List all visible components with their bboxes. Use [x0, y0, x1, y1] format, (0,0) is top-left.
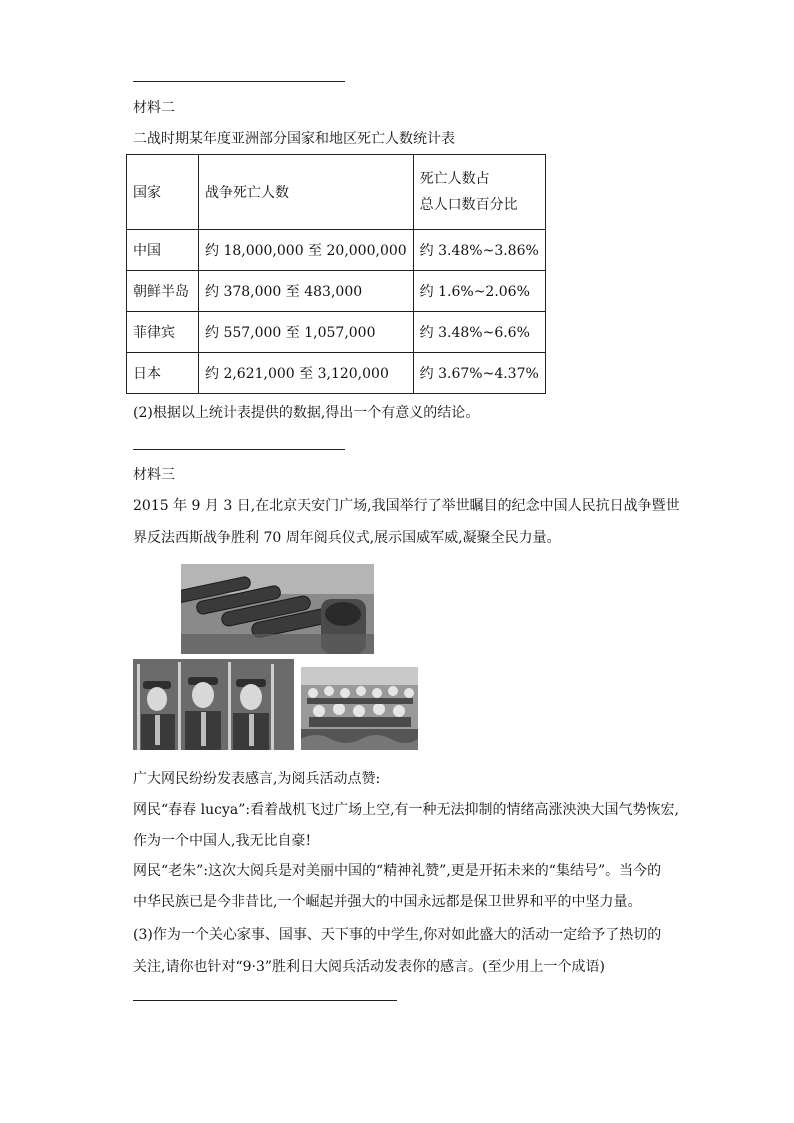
table-cell-country: 中国: [127, 230, 199, 271]
table-cell-country: 菲律宾: [127, 312, 199, 353]
column-header: 战争死亡人数: [199, 155, 414, 230]
table-cell-percent: 约 3.48%~3.86%: [413, 230, 545, 271]
table-cell-deaths: 约 2,621,000 至 3,120,000: [199, 353, 414, 394]
table-row: [127, 353, 546, 394]
statistics-table: [126, 154, 546, 394]
table-cell-percent: 约 3.67%~4.37%: [413, 353, 545, 394]
table-row: [127, 271, 546, 312]
answer-line: [133, 1000, 397, 1001]
comments-intro: 广大网民纷纷发表感言,为阅兵活动点赞:: [133, 771, 381, 787]
veterans-audience-photo: [301, 667, 418, 750]
soldiers-photo: [133, 659, 294, 750]
column-header-line: 总人口数百分比: [419, 197, 518, 213]
answer-line: [133, 81, 345, 82]
question-3-line: (3)作为一个关心家事、国事、天下事的中学生,你对如此盛大的活动一定给予了热切的: [133, 927, 662, 943]
column-header-line: 死亡人数占: [419, 171, 490, 187]
table-cell-deaths: 约 557,000 至 1,057,000: [199, 312, 414, 353]
column-header: 国家: [127, 155, 199, 230]
comment-text-line: 网民“老朱”:这次大阅兵是对美丽中国的“精神礼赞”,更是开拓未来的“集结号”。当今的: [133, 863, 662, 879]
comment-text-line: 网民“春春 lucya”:看着战机飞过广场上空,有一种无法抑制的情绪高涨泱泱大国气势恢宏,: [133, 802, 679, 818]
table-cell-percent: 约 1.6%~2.06%: [413, 271, 545, 312]
comment-text-line: 中华民族已是今非昔比,一个崛起并强大的中国永远都是保卫世界和平的中坚力量。: [133, 894, 642, 910]
table-row: [127, 230, 546, 271]
intro-text-line: 2015 年 9 月 3 日,在北京天安门广场,我国举行了举世瞩目的纪念中国人民抗日战争暨世: [133, 498, 680, 514]
table-title: 二战时期某年度亚洲部分国家和地区死亡人数统计表: [133, 131, 455, 147]
comment-text-line: 作为一个中国人,我无比自豪!: [133, 833, 312, 849]
table-cell-deaths: 约 378,000 至 483,000: [199, 271, 414, 312]
table-cell-percent: 约 3.48%~6.6%: [413, 312, 545, 353]
table-header-row: [127, 155, 546, 230]
question-3-line: 关注,请你也针对“9·3”胜利日大阅兵活动发表你的感言。(至少用上一个成语): [133, 959, 605, 975]
table-cell-country: 朝鲜半岛: [127, 271, 199, 312]
question-2: (2)根据以上统计表提供的数据,得出一个有意义的结论。: [133, 405, 480, 421]
answer-line: [133, 449, 345, 450]
column-header: [413, 155, 545, 230]
missile-parade-photo: [181, 564, 374, 654]
section-heading: 材料三: [133, 467, 175, 483]
table-cell-country: 日本: [127, 353, 199, 394]
section-heading: 材料二: [133, 100, 175, 116]
intro-text-line: 界反法西斯战争胜利 70 周年阅兵仪式,展示国威军威,凝聚全民力量。: [133, 530, 561, 546]
table-row: [127, 312, 546, 353]
table-cell-deaths: 约 18,000,000 至 20,000,000: [199, 230, 414, 271]
